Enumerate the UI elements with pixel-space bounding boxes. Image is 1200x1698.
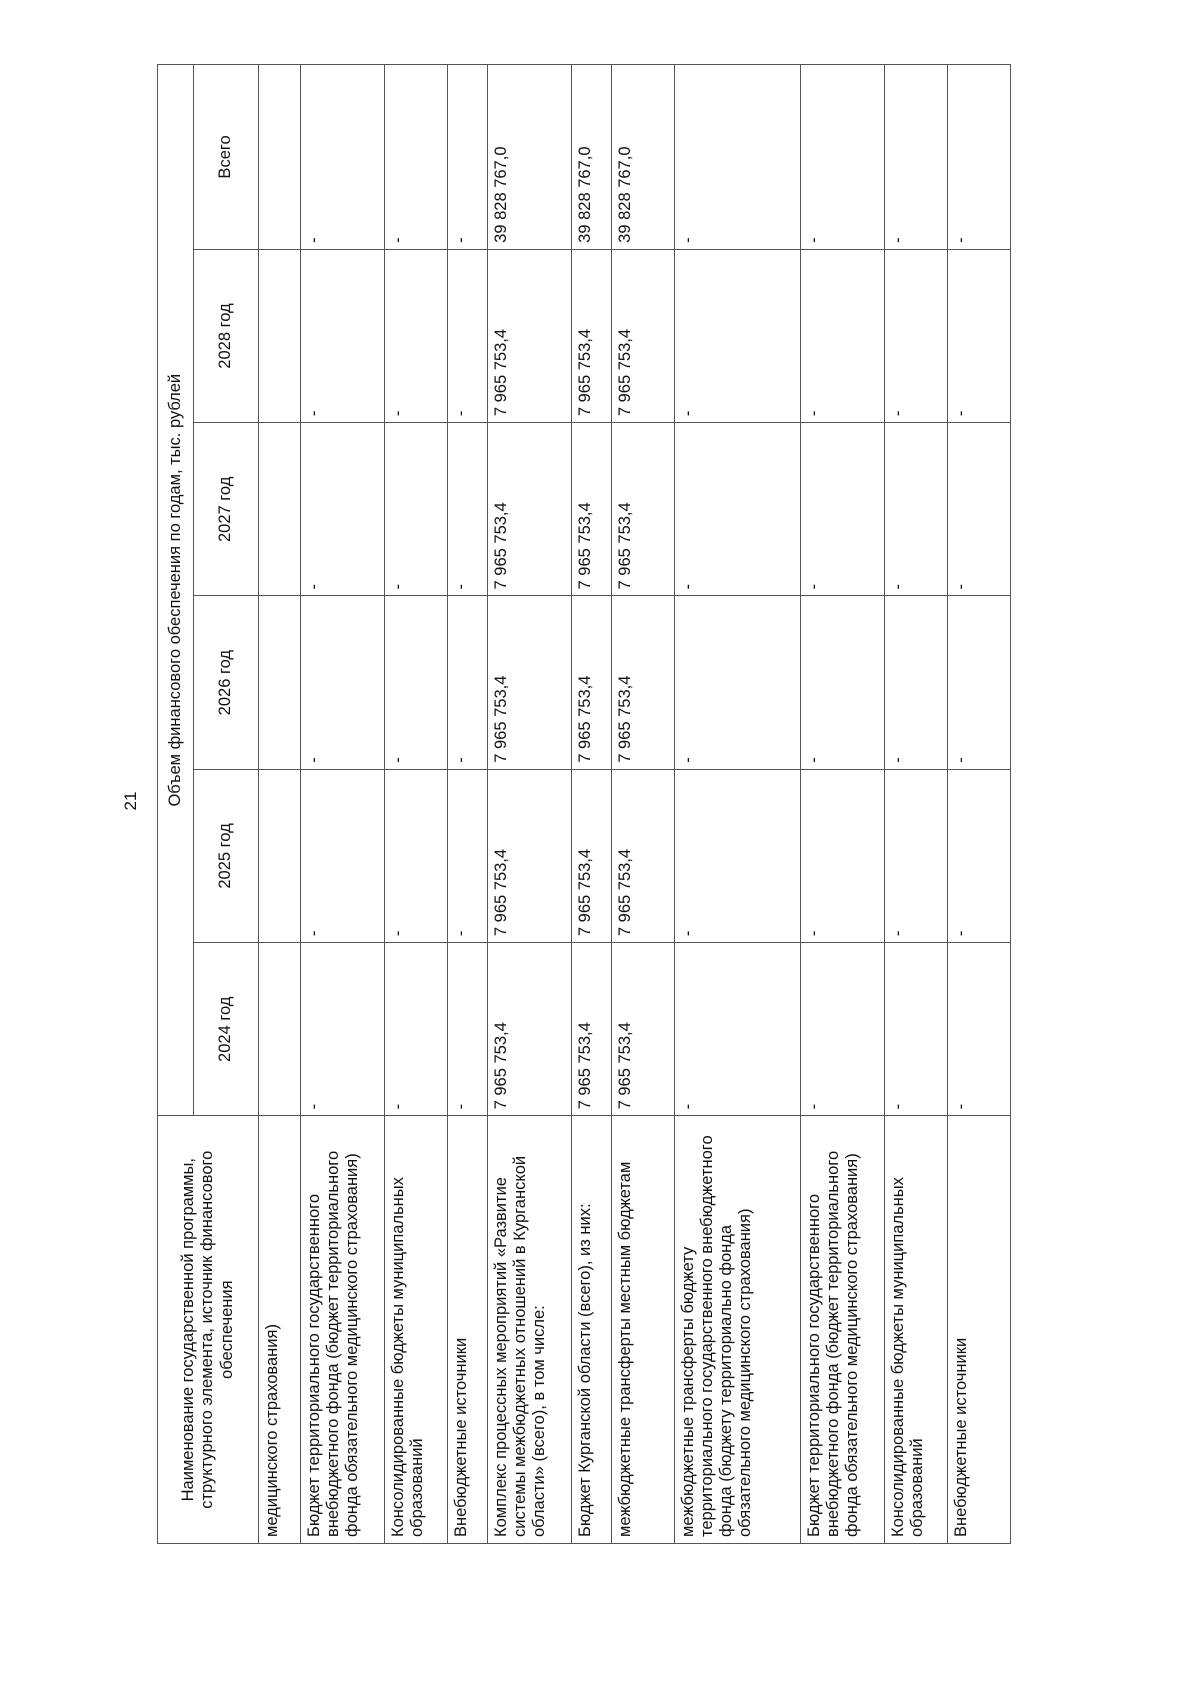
header-year: 2025 год [194,769,259,942]
row-value-cell: - [885,943,948,1116]
row-value-cell: 7 965 753,4 [572,769,612,942]
row-total-cell: - [801,65,885,250]
row-name-cell: медицинского страхования) [259,1116,301,1544]
header-total: Всего [194,65,259,250]
row-value-cell: - [885,249,948,422]
row-value-cell: 7 965 753,4 [612,423,675,596]
row-name-cell: Внебюджетные источники [948,1116,1011,1544]
row-name-cell: межбюджетные трансферты местным бюджетам [612,1116,675,1544]
row-value-cell: - [948,423,1011,596]
row-name-cell: Бюджет территориального государственного внебюджетного фонда (бюджет территориального фонда обязательного медицинского страхования) [801,1116,885,1544]
page-number: 21 [121,791,140,811]
row-total-cell: - [885,65,948,250]
row-value-cell: - [385,423,448,596]
row-value-cell: - [385,249,448,422]
row-value-cell: - [448,769,488,942]
header-name-column: Наименование государственной программы, структурного элемента, источник финансового обеспечения [158,1116,259,1544]
row-value-cell: - [801,596,885,769]
table-row [801,65,885,1544]
header-year: 2024 год [194,943,259,1116]
row-name-cell: Консолидированные бюджеты муниципальных образований [885,1116,948,1544]
row-value-cell: - [885,423,948,596]
row-value-cell: - [675,249,801,422]
row-value-cell: 7 965 753,4 [612,596,675,769]
header-row-top [158,65,194,1544]
table-row [572,65,612,1544]
header-group-financing: Объем финансового обеспечения по годам, тыс. рублей [158,65,194,1116]
row-total-cell: 39 828 767,0 [572,65,612,250]
row-total-cell [259,65,301,250]
row-value-cell: - [448,423,488,596]
table-row [301,65,385,1544]
table-row [675,65,801,1544]
row-value-cell: - [801,423,885,596]
row-value-cell: 7 965 753,4 [488,249,572,422]
row-value-cell: - [885,769,948,942]
row-value-cell: - [948,769,1011,942]
row-total-cell: - [301,65,385,250]
financing-table [157,64,1011,1544]
row-value-cell: - [948,249,1011,422]
header-year: 2027 год [194,423,259,596]
row-value-cell: 7 965 753,4 [572,423,612,596]
row-value-cell: - [675,423,801,596]
row-name-cell: Бюджет территориального государственного внебюджетного фонда (бюджет территориального фонда обязательного медицинского страхования) [301,1116,385,1544]
row-value-cell: - [885,596,948,769]
row-name-cell: Консолидированные бюджеты муниципальных образований [385,1116,448,1544]
table-row [259,65,301,1544]
row-value-cell: 7 965 753,4 [572,249,612,422]
header-year: 2028 год [194,249,259,422]
row-value-cell: - [385,596,448,769]
row-value-cell: 7 965 753,4 [572,943,612,1116]
row-value-cell: - [301,249,385,422]
row-total-cell: - [948,65,1011,250]
row-value-cell: - [675,769,801,942]
row-value-cell: 7 965 753,4 [572,596,612,769]
row-value-cell: - [675,943,801,1116]
row-value-cell: - [301,769,385,942]
row-value-cell [259,249,301,422]
row-value-cell: - [301,943,385,1116]
row-value-cell: 7 965 753,4 [612,249,675,422]
table-row [448,65,488,1544]
row-value-cell: - [801,943,885,1116]
row-value-cell [259,769,301,942]
row-name-cell: Комплекс процессных мероприятий «Развитие системы межбюджетных отношений в Курганской области» (всего), в том числе: [488,1116,572,1544]
table-row [885,65,948,1544]
table-row [612,65,675,1544]
table-row [948,65,1011,1544]
row-value-cell: - [801,249,885,422]
row-value-cell: - [948,596,1011,769]
row-value-cell: 7 965 753,4 [488,943,572,1116]
row-value-cell: 7 965 753,4 [488,423,572,596]
table-row [385,65,448,1544]
row-total-cell: 39 828 767,0 [488,65,572,250]
row-value-cell: 7 965 753,4 [488,596,572,769]
row-total-cell: - [385,65,448,250]
row-value-cell: - [801,769,885,942]
row-value-cell: 7 965 753,4 [488,769,572,942]
row-total-cell: - [675,65,801,250]
rotated-sheet [75,57,1065,1625]
row-name-cell: Внебюджетные источники [448,1116,488,1544]
row-value-cell: - [448,596,488,769]
row-total-cell: 39 828 767,0 [612,65,675,250]
table-row [488,65,572,1544]
row-name-cell: Бюджет Курганской области (всего), из них: [572,1116,612,1544]
row-value-cell: - [675,596,801,769]
row-value-cell [259,423,301,596]
row-value-cell: - [385,943,448,1116]
row-value-cell: 7 965 753,4 [612,769,675,942]
row-value-cell: - [301,596,385,769]
row-value-cell: - [448,249,488,422]
header-year: 2026 год [194,596,259,769]
row-name-cell: межбюджетные трансферты бюджету территориального государственного внебюджетного фонда (бюджету территориально фонда обязательного медицинского страхования) [675,1116,801,1544]
row-value-cell [259,596,301,769]
table-body [259,65,1011,1544]
row-value-cell: - [385,769,448,942]
row-value-cell: 7 965 753,4 [612,943,675,1116]
row-value-cell [259,943,301,1116]
row-value-cell: - [948,943,1011,1116]
row-value-cell: - [301,423,385,596]
row-total-cell: - [448,65,488,250]
row-value-cell: - [448,943,488,1116]
